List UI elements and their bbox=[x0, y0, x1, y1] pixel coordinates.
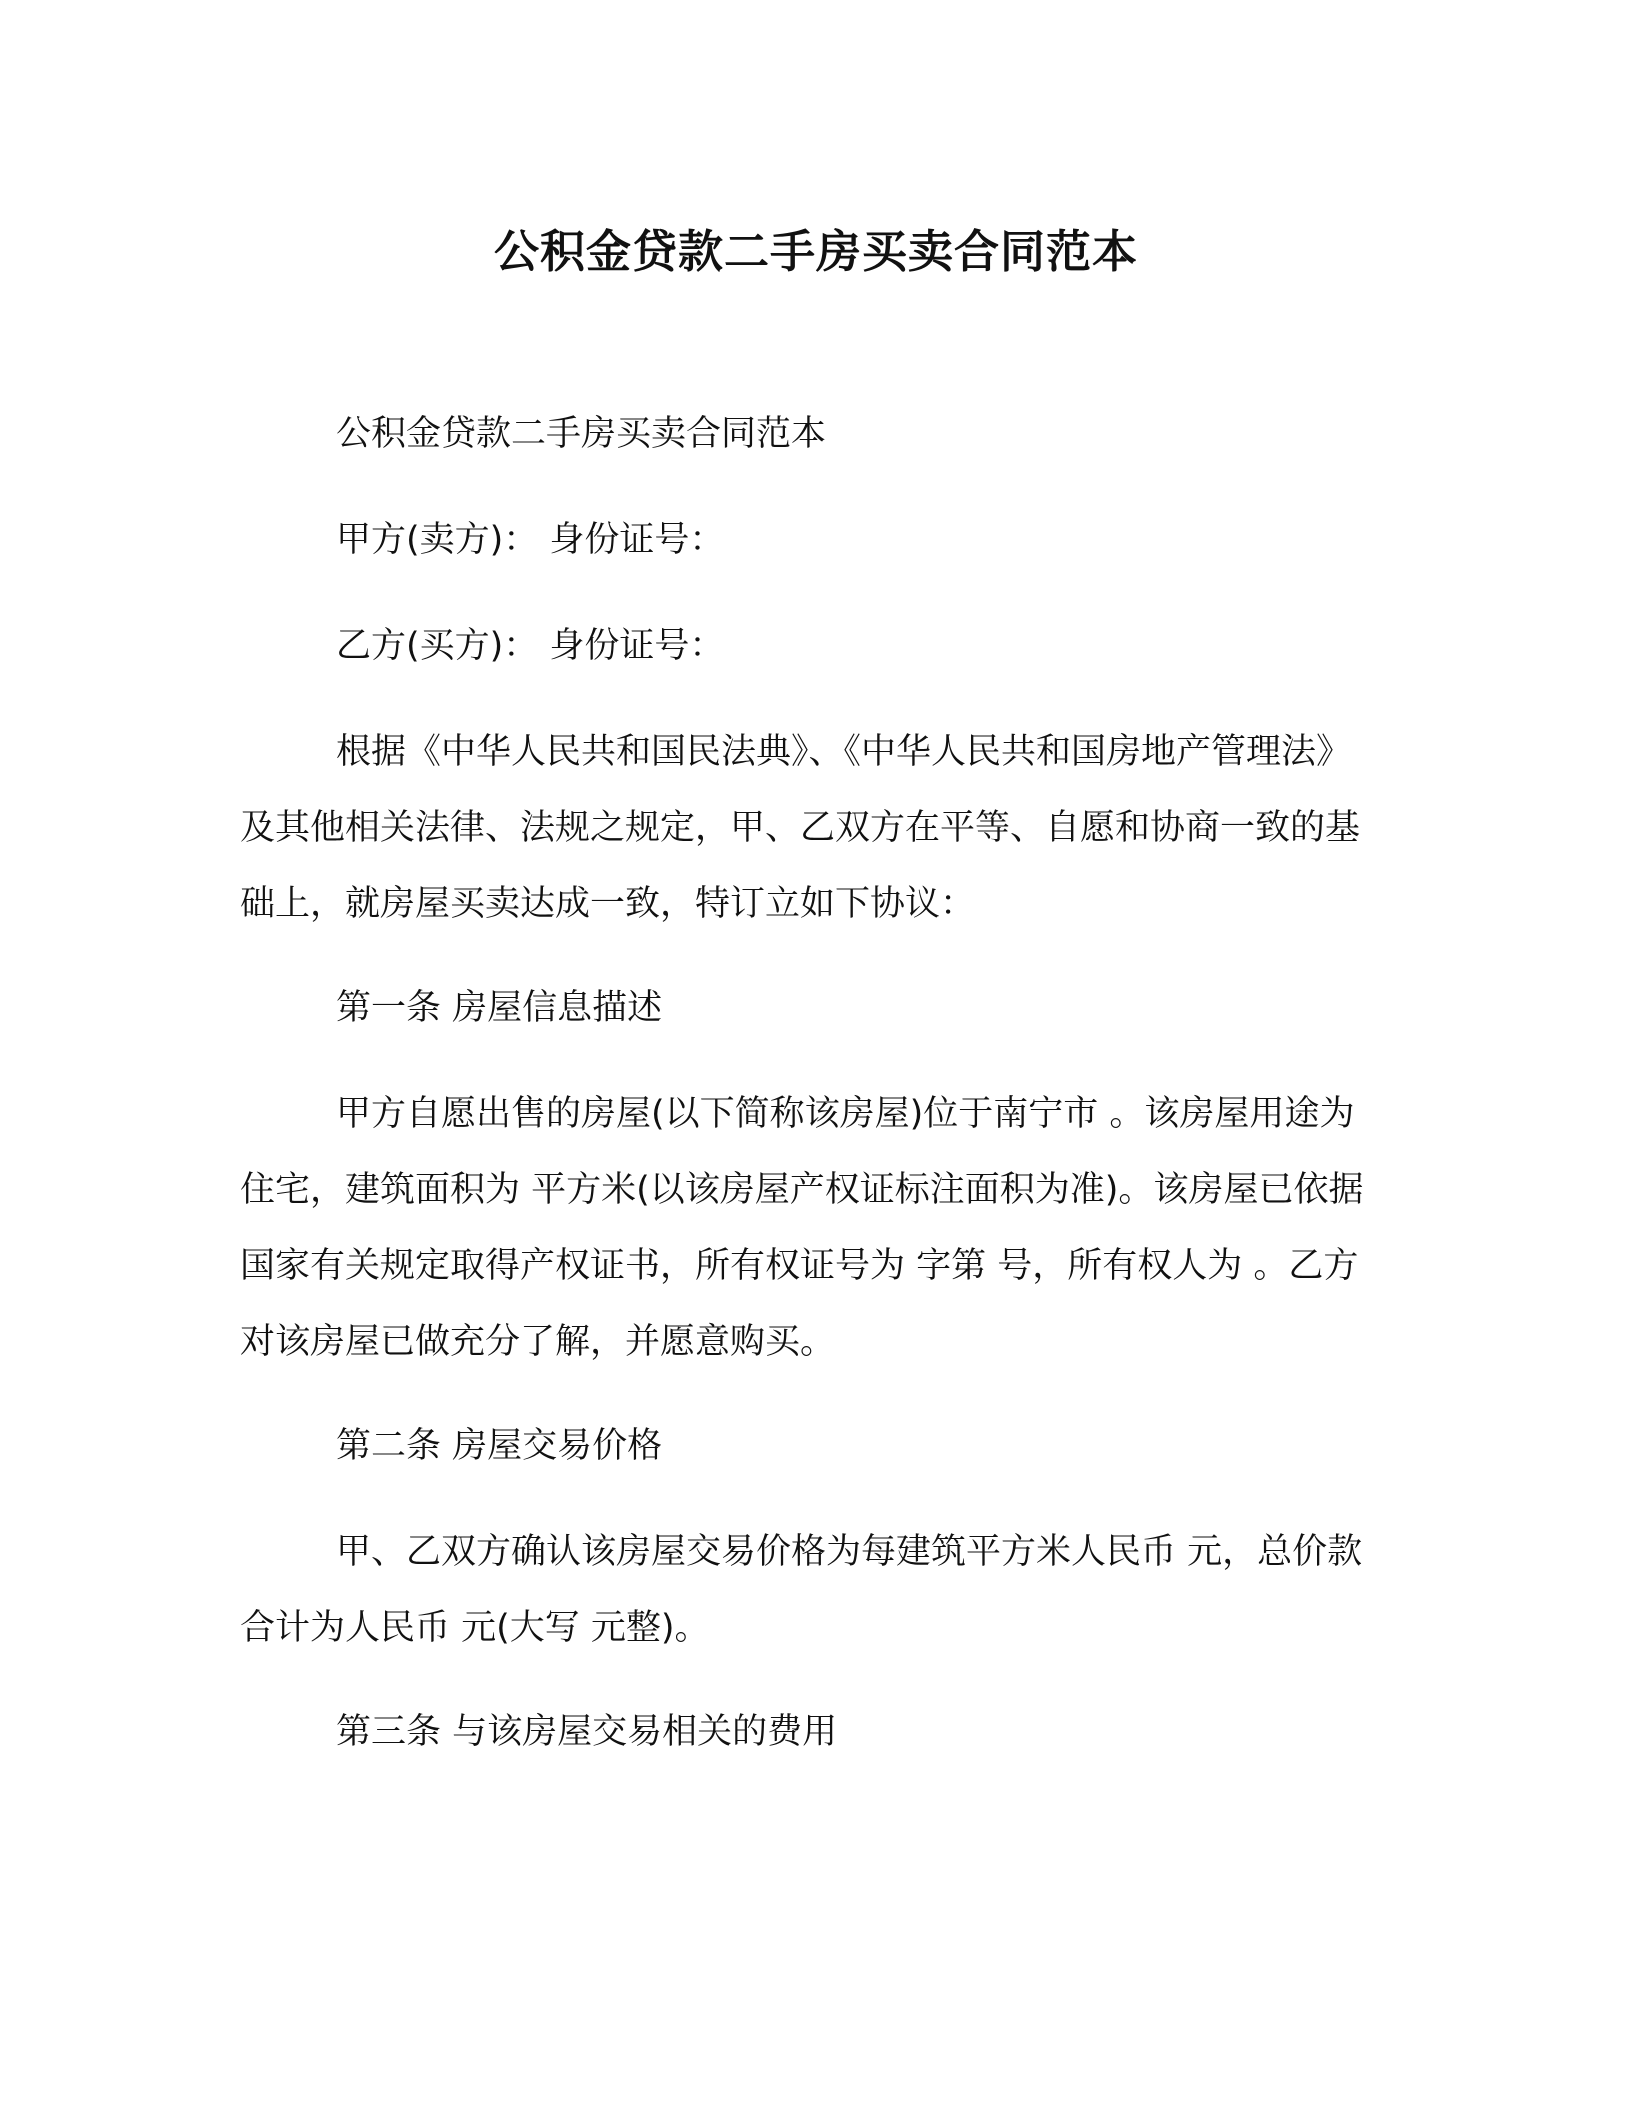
document-title: 公积金贷款二手房买卖合同范本 bbox=[493, 225, 1138, 278]
heading-article-1: 第一条 房屋信息描述 bbox=[336, 988, 663, 1028]
paragraph-article-1: 甲方自愿出售的房屋(以下简称该房屋)位于南宁市 。该房屋用途为住宅，建筑面积为 平方米(以该房屋产权证标注面积为准)。该房屋已依据国家有关规定取得产权证书，所有权证号为 字第 号，所有权人为 。乙方对该房屋已做充分了解，并愿意购买。 bbox=[240, 1094, 1364, 1362]
paragraph-subtitle: 公积金贷款二手房买卖合同范本 bbox=[336, 414, 827, 454]
document-body bbox=[240, 396, 1382, 1800]
paragraph-party-a: 甲方(卖方)： 身份证号： bbox=[336, 520, 725, 560]
heading-article-3: 第三条 与该房屋交易相关的费用 bbox=[336, 1712, 838, 1752]
paragraph-preamble: 根据《中华人民共和国民法典》、《中华人民共和国房地产管理法》及其他相关法律、法规之规定，甲、乙双方在平等、自愿和协商一致的基础上，就房屋买卖达成一致，特订立如下协议： bbox=[240, 732, 1361, 924]
paragraph-article-2: 甲、乙双方确认该房屋交易价格为每建筑平方米人民币 元，总价款合计为人民币 元(大写 元整)。 bbox=[240, 1532, 1363, 1648]
paragraph-party-b: 乙方(买方)： 身份证号： bbox=[336, 626, 725, 666]
heading-article-2: 第二条 房屋交易价格 bbox=[336, 1426, 663, 1466]
